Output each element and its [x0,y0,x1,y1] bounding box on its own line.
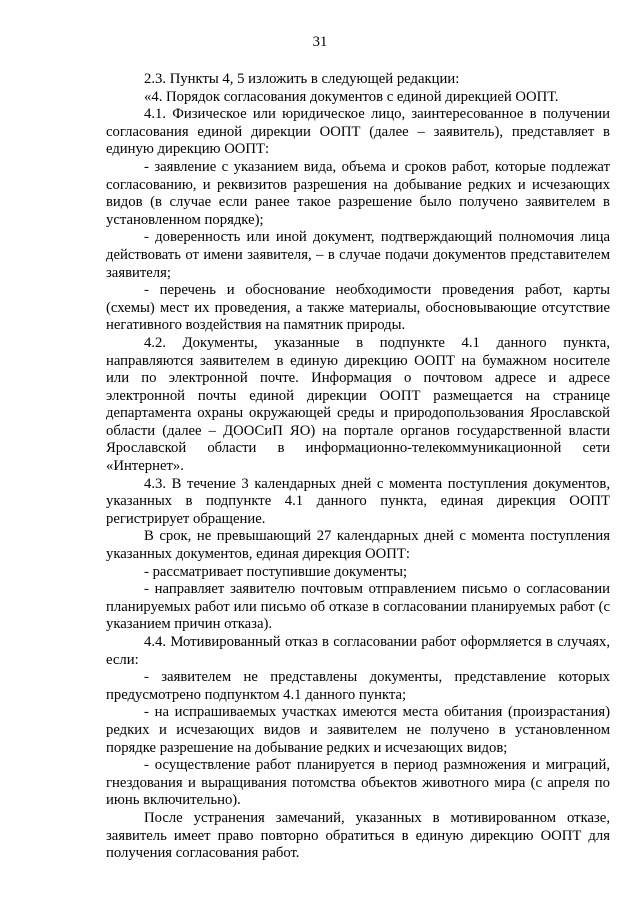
paragraph-4-2: 4.2. Документы, указанные в подпункте 4.1 данного пункта, направляются заявителем в единую дирекцию ООПТ на бумажном носителе или по электронной почте. Информация о почтовом адресе и адресе электронной почты единой дирекции ООПТ размещается на странице департамента охраны окружающей среды и природопользования Ярославской области (далее – ДООСиП ЯО) на портале органов государственной власти Ярославской области в информационно-телекоммуникационной сети «Интернет». [106,334,610,475]
document-body [106,71,610,863]
list-item-send-letter: - направляет заявителю почтовым отправлением письмо о согласовании планируемых работ или письмо об отказе в согласовании планируемых работ (с указанием причин отказа). [106,581,610,633]
paragraph-4-1: 4.1. Физическое или юридическое лицо, заинтересованное в получении согласования единой дирекции ООПТ (далее – заявитель), представляет в единую дирекцию ООПТ: [106,106,610,158]
list-item-power-of-attorney: - доверенность или иной документ, подтверждающий полномочия лица действовать от имени заявителя, – в случае подачи документов представителем заявителя; [106,229,610,281]
paragraph-4-4: 4.4. Мотивированный отказ в согласовании работ оформляется в случаях, если: [106,634,610,668]
list-item-work-justification: - перечень и обоснование необходимости проведения работ, карты (схемы) мест их проведения, а также материалы, обосновывающие отсутствие негативного воздействия на памятник природы. [106,282,610,334]
list-item-review: - рассматривает поступившие документы; [144,563,408,580]
list-item-breeding-period: - осуществление работ планируется в период размножения и миграций, гнездования и выращивания потомства объектов животного мира (с апреля по июнь включительно). [106,757,610,809]
paragraph-review-period: В срок, не превышающий 27 календарных дней с момента поступления указанных документов, единая дирекция ООПТ: [106,528,610,563]
page-number: 31 [312,34,328,50]
paragraph-section-4-title: «4. Порядок согласования документов с единой дирекцией ООПТ. [144,88,559,105]
list-item-missing-documents: - заявителем не представлены документы, представление которых предусмотрено подпунктом 4.1 данного пункта; [106,669,610,703]
paragraph-2-3-intro: 2.3. Пункты 4, 5 изложить в следующей редакции: [144,71,460,87]
paragraph-4-3: 4.3. В течение 3 календарных дней с момента поступления документов, указанных в подпункте 4.1 данного пункта, единая дирекция ООПТ регистрирует обращение. [106,475,610,527]
paragraph-resubmission: После устранения замечаний, указанных в мотивированном отказе, заявитель имеет право повторно обратиться в единую дирекцию ООПТ для получения согласования работ. [106,809,610,862]
list-item-application: - заявление с указанием вида, объема и сроков работ, которые подлежат согласованию, и реквизитов разрешения на добывание редких и исчезающих видов (в случае если ранее такое разрешение было получено заявителем в установленном порядке); [106,158,610,228]
list-item-habitats: - на испрашиваемых участках имеются места обитания (произрастания) редких и исчезающих видов и заявителем не получено в установленном порядке разрешение на добывание редких и исчезающих видов; [106,704,610,756]
